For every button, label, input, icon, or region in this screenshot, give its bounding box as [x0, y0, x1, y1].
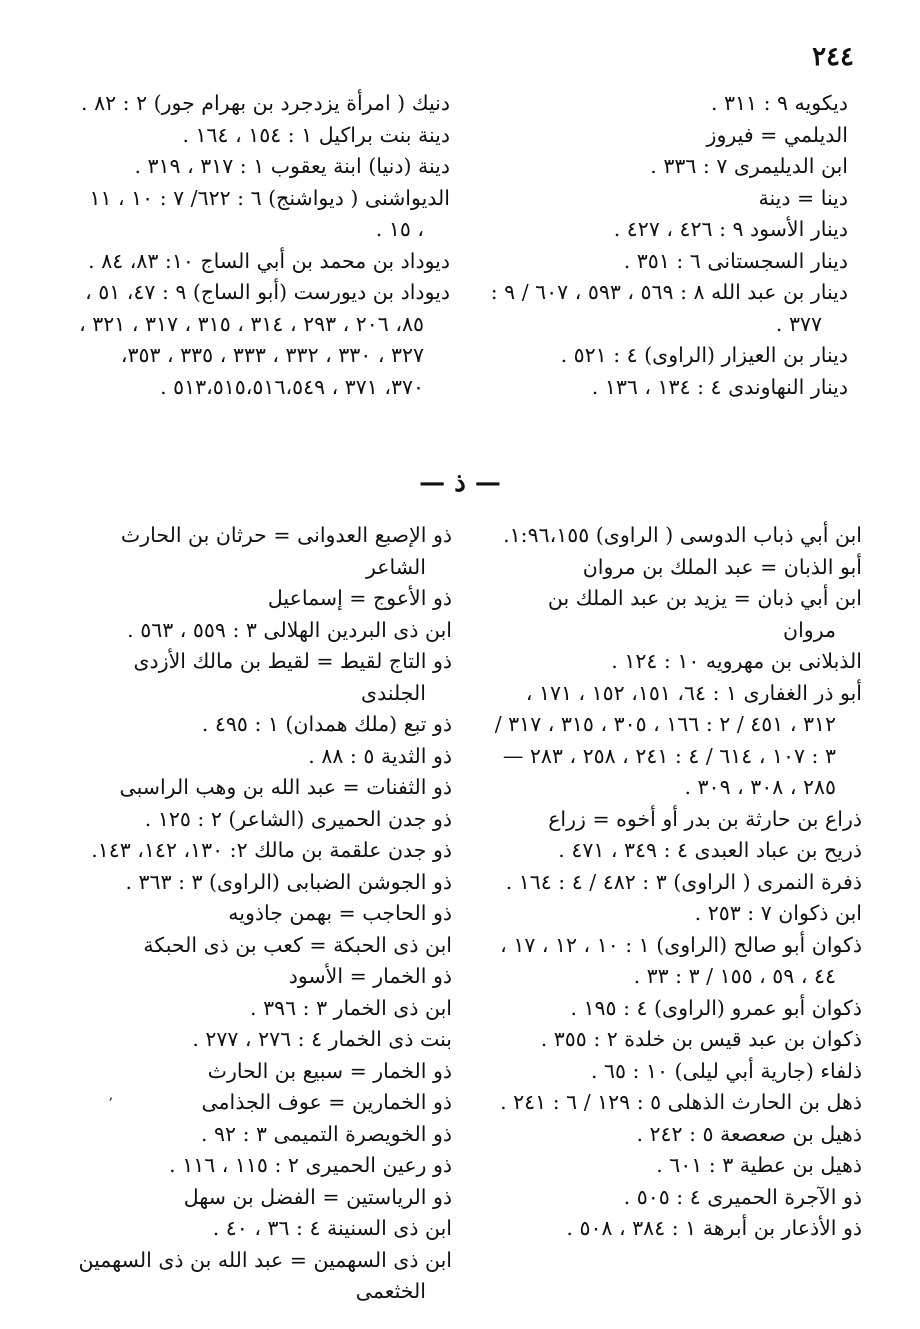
stray-ink-mark: ʼ: [108, 1096, 113, 1112]
index-entry: ابن ذى البردين الهلالى ٣ : ٥٥٩ ، ٥٦٣ .: [127, 617, 452, 642]
index-entry: ابن ذى الخمار ٣ : ٣٩٦ .: [250, 995, 452, 1020]
index-entry: دينار بن العيزار (الراوى) ٤ : ٥٢١ .: [560, 343, 848, 367]
index-entry: بنت ذى الخمار ٤ : ٢٧٦ ، ٢٧٧ .: [192, 1027, 452, 1051]
index-entry: ذو الخمار = الأسود: [288, 964, 452, 988]
index-entry: ابن أبي ذباب الدوسى ( الراوى) ١:٩٦،١٥٥.: [503, 523, 862, 547]
index-entry: ذهل بن الحارث الذهلى ٥ : ١٢٩ / ٦ : ٢٤١ .: [500, 1090, 862, 1114]
index-entry: دينة (دنيا) ابنة يعقوب ١ : ٣١٧ ، ٣١٩ .: [134, 154, 450, 178]
index-column-bottom-left: [72, 520, 452, 1308]
index-entry: أبو ذر الغفارى ١ : ٦٤، ١٥١، ١٥٢ ، ١٧١ ، ٣١٢ ، ٤٥١ / ٢ : ١٦٦ ، ٣٠٥ ، ٣١٥ ، ٣١٧ / ٣ : ١٠٧ ، ٦١٤ / ٤ : ٢٤١ ، ٢٥٨ ، ٢٨٣ — ٢٨٥ ، ٣٠٨ ، ٣٠٩ .: [494, 680, 862, 799]
index-entry: ذو الثفنات = عبد الله بن وهب الراسبى: [119, 775, 452, 799]
index-entry: دينا = دينة: [758, 185, 848, 210]
index-entry: دينار الأسود ٩ : ٤٢٦ ، ٤٢٧ .: [613, 217, 848, 241]
index-entry: ذو جدن علقمة بن مالك ٢: ١٣٠، ١٤٢، ١٤٣.: [91, 838, 452, 862]
index-column-bottom-right: [490, 520, 862, 1245]
index-entry: ذو الرياستين = الفضل بن سهل: [183, 1184, 452, 1209]
index-entry: دينار السجستانى ٦ : ٣٥١ .: [623, 248, 848, 273]
index-entry: ذو الأذعار بن أبرهة ١ : ٣٨٤ ، ٥٠٨ .: [566, 1216, 862, 1240]
index-entry: ذو الخمارين = عوف الجذامى: [201, 1090, 452, 1114]
index-entry: ذو تبع (ملك همدان) ١ : ٤٩٥ .: [201, 712, 452, 736]
index-entry: ذو الآجرة الحميرى ٤ : ٥٠٥ .: [623, 1184, 862, 1209]
page-number: ٢٤٤: [812, 42, 854, 72]
index-entry: ذكوان أبو صالح (الراوى) ١ : ١٠ ، ١٢ ، ١٧ ، ٤٤ ، ٥٩ ، ١٥٥ / ٣ : ٣٣ .: [500, 932, 862, 988]
index-entry: ذو رعين الحميرى ٢ : ١١٥ ، ١١٦ .: [169, 1153, 452, 1177]
index-entry: دينة بنت براكيل ١ : ١٥٤ ، ١٦٤ .: [182, 122, 450, 147]
index-entry: ابن ذى السنينة ٤ : ٣٦ ، ٤٠ .: [212, 1216, 452, 1240]
index-entry: الديلمي = فيروز: [706, 122, 848, 147]
index-entry: ابن الديليمرى ٧ : ٣٣٦ .: [650, 154, 848, 178]
index-entry: ابن أبي ذبان = يزيد بن عبد الملك بن مروان: [547, 586, 862, 642]
index-entry: ابن ذى الحبكة = كعب بن ذى الحبكة: [143, 932, 452, 957]
index-entry: دينار بن عبد الله ٨ : ٥٦٩ ، ٥٩٣ ، ٦٠٧ / ٩ : ٣٧٧ .: [490, 280, 848, 336]
index-entry: دنيك ( امرأة يزدجرد بن بهرام جور) ٢ : ٨٢ .: [81, 91, 450, 115]
index-entry: ذلفاء (جارية أبي ليلى) ١٠ : ٦٥ .: [590, 1058, 862, 1083]
index-entry: ذو الخمار = سبيع بن الحارث: [207, 1058, 452, 1083]
index-entry: ديوداد بن ديورست (أبو الساج) ٩ : ٤٧، ٥١ ، ٨٥، ٢٠٦ ، ٢٩٣ ، ٣١٤ ، ٣١٥ ، ٣١٧ ، ٣٢١ ، ٣٢٧ ، ٣٣٠ ، ٣٣٢ ، ٣٣٣ ، ٣٣٥ ، ٣٥٣، ٣٧٠، ٣٧١ ، ٥١٣،٥١٥،٥١٦،٥٤٩ .: [79, 280, 450, 399]
index-column-top-right: [480, 88, 848, 403]
index-entry: ذو الخويصرة التميمى ٣ : ٩٢ .: [200, 1121, 452, 1146]
index-entry: ذراع بن حارثة بن بدر أو أخوه = زراع: [548, 806, 862, 831]
index-entry: ذو الحاجب = بهمن جاذويه: [228, 901, 452, 925]
index-entry: ذهيل بن عطية ٣ : ٦٠١ .: [656, 1153, 862, 1177]
index-entry: ابن ذى السهمين = عبد الله بن ذى السهمين الخثعمى: [78, 1247, 452, 1303]
index-entry: ذكوان بن عبد قيس بن خلدة ٢ : ٣٥٥ .: [540, 1027, 862, 1051]
index-entry: ابن ذكوان ٧ : ٢٥٣ .: [694, 901, 862, 925]
index-entry: دينار النهاوندى ٤ : ١٣٤ ، ١٣٦ .: [591, 374, 848, 399]
index-entry: ذو التاج لقيط = لقيط بن مالك الأزدى الجلندى: [133, 649, 452, 705]
index-entry: ديكويه ٩ : ٣١١ .: [710, 91, 848, 115]
index-entry: ذو الثدية ٥ : ٨٨ .: [308, 743, 452, 768]
index-entry: ذو الإصبع العدوانى = حرثان بن الحارث الشاعر: [120, 523, 452, 579]
index-entry: ذريح بن عباد العبدى ٤ : ٣٤٩ ، ٤٧١ .: [558, 838, 862, 862]
index-entry: ذو الأعوج = إسماعيل: [267, 586, 452, 610]
index-entry: الذبلانى بن مهرويه ١٠ : ١٢٤ .: [611, 649, 862, 673]
index-entry: الديواشنى ( ديواشنج) ٦ : ٦٢٢/ ٧ : ١٠ ، ١١ ، ١٥ .: [89, 185, 450, 241]
index-entry: ذكوان أبو عمرو (الراوى) ٤ : ١٩٥ .: [570, 995, 862, 1020]
section-letter-heading: — ذ —: [419, 468, 501, 498]
index-entry: ذو جدن الحميرى (الشاعر) ٢ : ١٢٥ .: [144, 806, 452, 831]
index-entry: أبو الذبان = عبد الملك بن مروان: [582, 554, 862, 579]
index-column-top-left: [78, 88, 450, 403]
index-entry: ديوداد بن محمد بن أبي الساج ١٠: ٨٣، ٨٤ .: [88, 248, 450, 273]
index-entry: ذهيل بن صعصعة ٥ : ٢٤٢ .: [636, 1121, 862, 1146]
index-entry: ذفرة النمرى ( الراوى) ٣ : ٤٨٢ / ٤ : ١٦٤ .: [505, 869, 862, 894]
index-entry: ذو الجوشن الضبابى (الراوى) ٣ : ٣٦٣ .: [125, 869, 452, 894]
